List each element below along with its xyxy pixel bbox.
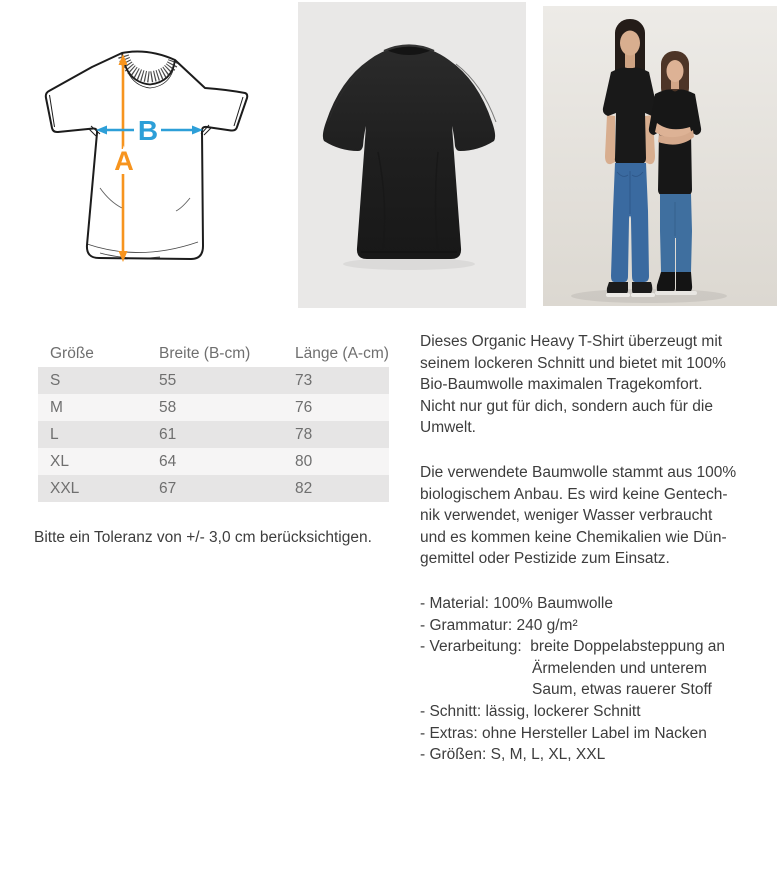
cell-breite: 61 (159, 425, 177, 443)
description-line: Dieses Organic Heavy T-Shirt überzeugt mit (420, 333, 723, 350)
description-paragraph-1 (420, 331, 770, 439)
models-photo-image[interactable] (543, 6, 777, 306)
detail-line: - Grammatur: 240 g/m² (420, 616, 578, 634)
product-photo-image[interactable] (298, 2, 526, 308)
detail-line: - Verarbeitung: breite Doppelabsteppung an (420, 638, 726, 656)
description-line: nik verwendet, weniger Wasser verbraucht (420, 507, 713, 525)
size-table (38, 340, 389, 502)
table-row (38, 394, 389, 421)
col-header-breite: Breite (B-cm) (159, 344, 251, 362)
tolerance-note: Bitte ein Toleranz von +/- 3,0 cm berücksichtigen. (34, 529, 372, 546)
cell-size: XXL (50, 479, 80, 497)
table-row (38, 475, 389, 502)
detail-line: - Größen: S, M, L, XL, XXL (420, 746, 606, 764)
product-description (420, 331, 770, 766)
detail-line: - Extras: ohne Hersteller Label im Nacken (420, 724, 707, 742)
col-header-laenge: Länge (A-cm) (295, 344, 389, 362)
description-line: Bio-Baumwolle maximalen Tragekomfort. (420, 376, 703, 394)
description-line: und es kommen keine Chemikalien wie Dün- (420, 528, 727, 546)
col-header-groesse: Größe (50, 344, 94, 362)
size-diagram-svg (40, 48, 262, 292)
description-paragraph-2 (420, 462, 770, 570)
product-details-list (420, 593, 770, 766)
description-line: Nicht nur gut für dich, sondern auch für die (420, 397, 713, 415)
cell-laenge: 80 (295, 452, 313, 470)
cell-laenge: 78 (295, 425, 313, 443)
description-line: biologischem Anbau. Es wird keine Gentech- (420, 485, 728, 503)
size-table-header-row (38, 340, 389, 367)
shirt-shadow (343, 258, 475, 270)
description-line: Die verwendete Baumwolle stammt aus 100% (420, 463, 737, 481)
detail-line: Ärmelenden und unterem (532, 659, 707, 677)
cell-size: L (50, 425, 59, 443)
cell-size: M (50, 398, 63, 416)
measure-label-b: B (137, 115, 159, 146)
detail-line: - Material: 100% Baumwolle (420, 594, 613, 612)
product-photo-svg (298, 2, 526, 308)
measure-label-a: A (114, 146, 134, 176)
cell-size: S (50, 371, 61, 389)
cell-breite: 67 (159, 479, 177, 497)
table-row (38, 367, 389, 394)
cell-laenge: 73 (295, 371, 313, 389)
description-line: gemittel oder Pestizide zum Einsatz. (420, 550, 670, 568)
detail-line: - Schnitt: lässig, lockerer Schnitt (420, 702, 641, 720)
table-row (38, 421, 389, 448)
cell-laenge: 76 (295, 398, 313, 416)
description-line: Umwelt. (420, 419, 476, 437)
tshirt-outline-drawing (46, 52, 247, 259)
detail-line: Saum, etwas rauerer Stoff (532, 681, 712, 699)
table-row (38, 448, 389, 475)
size-diagram-image[interactable] (40, 48, 262, 292)
cell-breite: 55 (159, 371, 177, 389)
models-photo-svg (543, 6, 777, 306)
cell-laenge: 82 (295, 479, 313, 497)
cell-size: XL (50, 452, 69, 470)
cell-breite: 64 (159, 452, 177, 470)
description-line: seinem lockeren Schnitt und bietet mit 100% (420, 354, 726, 372)
cell-breite: 58 (159, 398, 177, 416)
